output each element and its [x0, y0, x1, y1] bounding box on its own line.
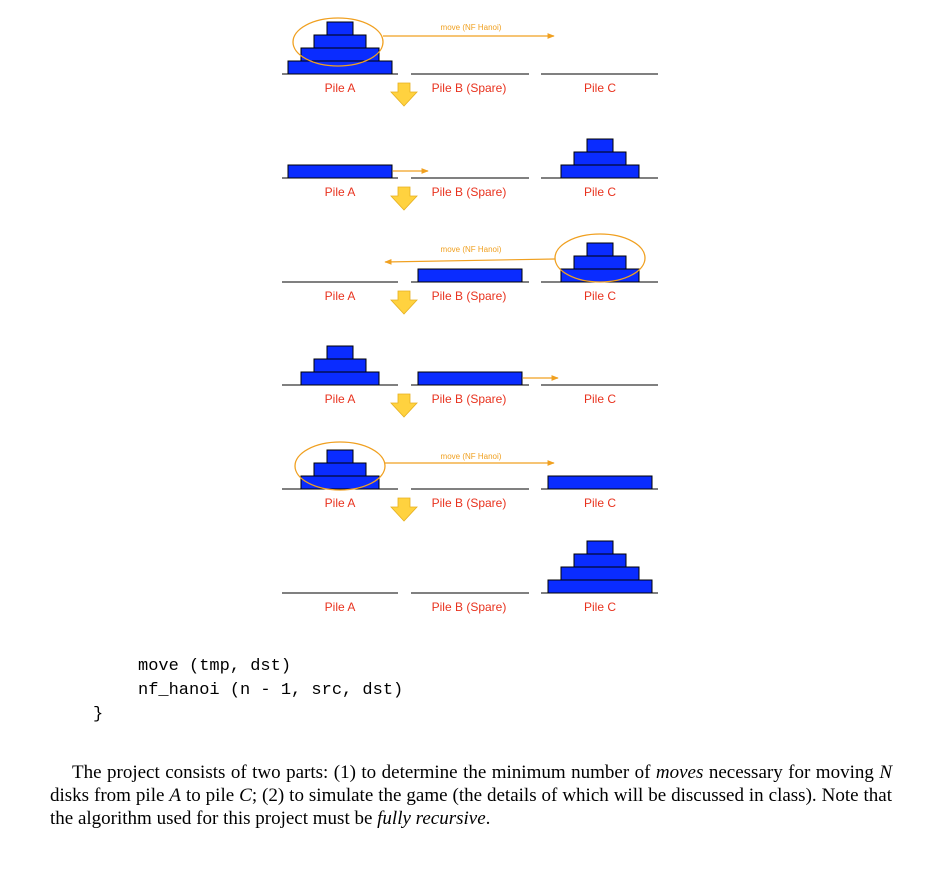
disk-size-3	[561, 165, 639, 178]
pile-b-label: Pile B (Spare)	[431, 81, 507, 95]
pile-b-label: Pile B (Spare)	[431, 185, 507, 199]
disk-size-3	[561, 567, 639, 580]
disk-size-3	[301, 48, 379, 61]
disk-size-4	[418, 372, 522, 385]
disk-size-4	[548, 476, 652, 489]
move-label: move (NF Hanoi)	[440, 23, 502, 32]
step-6	[282, 541, 658, 614]
code-line-move: move (tmp, dst)	[138, 657, 292, 676]
pile-b-label: Pile B (Spare)	[431, 289, 507, 303]
down-arrow-icon	[391, 291, 417, 314]
disk-size-2	[574, 554, 626, 567]
pile-a-label: Pile A	[324, 185, 356, 199]
disk-size-2	[574, 152, 626, 165]
down-arrow-icon	[391, 83, 417, 106]
code-line-nf-hanoi: nf_hanoi (n - 1, src, dst)	[138, 681, 404, 700]
move-label: move (NF Hanoi)	[440, 452, 502, 461]
disk-size-4	[288, 61, 392, 74]
disk-size-4	[418, 269, 522, 282]
pile-a-label: Pile A	[324, 81, 356, 95]
disk-size-3	[301, 476, 379, 489]
disk-size-2	[314, 35, 366, 48]
disk-size-4	[288, 165, 392, 178]
pile-a-label: Pile A	[324, 289, 356, 303]
disk-size-1	[327, 22, 353, 35]
pile-a-label: Pile A	[324, 496, 356, 510]
disk-size-1	[327, 450, 353, 463]
move-arrow	[385, 259, 555, 262]
disk-size-2	[314, 359, 366, 372]
down-arrow-icon	[391, 498, 417, 521]
pile-c-label: Pile C	[583, 81, 617, 95]
disk-size-1	[587, 243, 613, 256]
disk-size-2	[574, 256, 626, 269]
step-2	[282, 139, 658, 210]
down-arrow-icon	[391, 187, 417, 210]
disk-size-3	[301, 372, 379, 385]
disk-size-1	[587, 139, 613, 152]
disk-size-3	[561, 269, 639, 282]
step-1	[282, 22, 658, 106]
code-closing-brace: }	[93, 705, 104, 724]
pile-b-label: Pile B (Spare)	[431, 392, 507, 406]
pile-c-label: Pile C	[583, 185, 617, 199]
pile-a-label: Pile A	[324, 600, 356, 614]
step-4	[282, 346, 658, 417]
down-arrow-icon	[391, 394, 417, 417]
pile-a-label: Pile A	[324, 392, 356, 406]
disk-size-1	[327, 346, 353, 359]
move-label: move (NF Hanoi)	[440, 245, 502, 254]
pile-b-label: Pile B (Spare)	[431, 496, 507, 510]
pile-c-label: Pile C	[583, 289, 617, 303]
disk-size-1	[587, 541, 613, 554]
disk-size-4	[548, 580, 652, 593]
project-description: The project consists of two parts: (1) to determine the minimum number of moves necessary for moving N disks from pile A to pile C; (2) to simulate the game (the details of which will be discussed in class). Note that the algorithm used for this project must be fully recursive.	[50, 762, 892, 829]
pile-c-label: Pile C	[583, 496, 617, 510]
pile-c-label: Pile C	[583, 392, 617, 406]
pile-b-label: Pile B (Spare)	[431, 600, 507, 614]
pile-c-label: Pile C	[583, 600, 617, 614]
disk-size-2	[314, 463, 366, 476]
